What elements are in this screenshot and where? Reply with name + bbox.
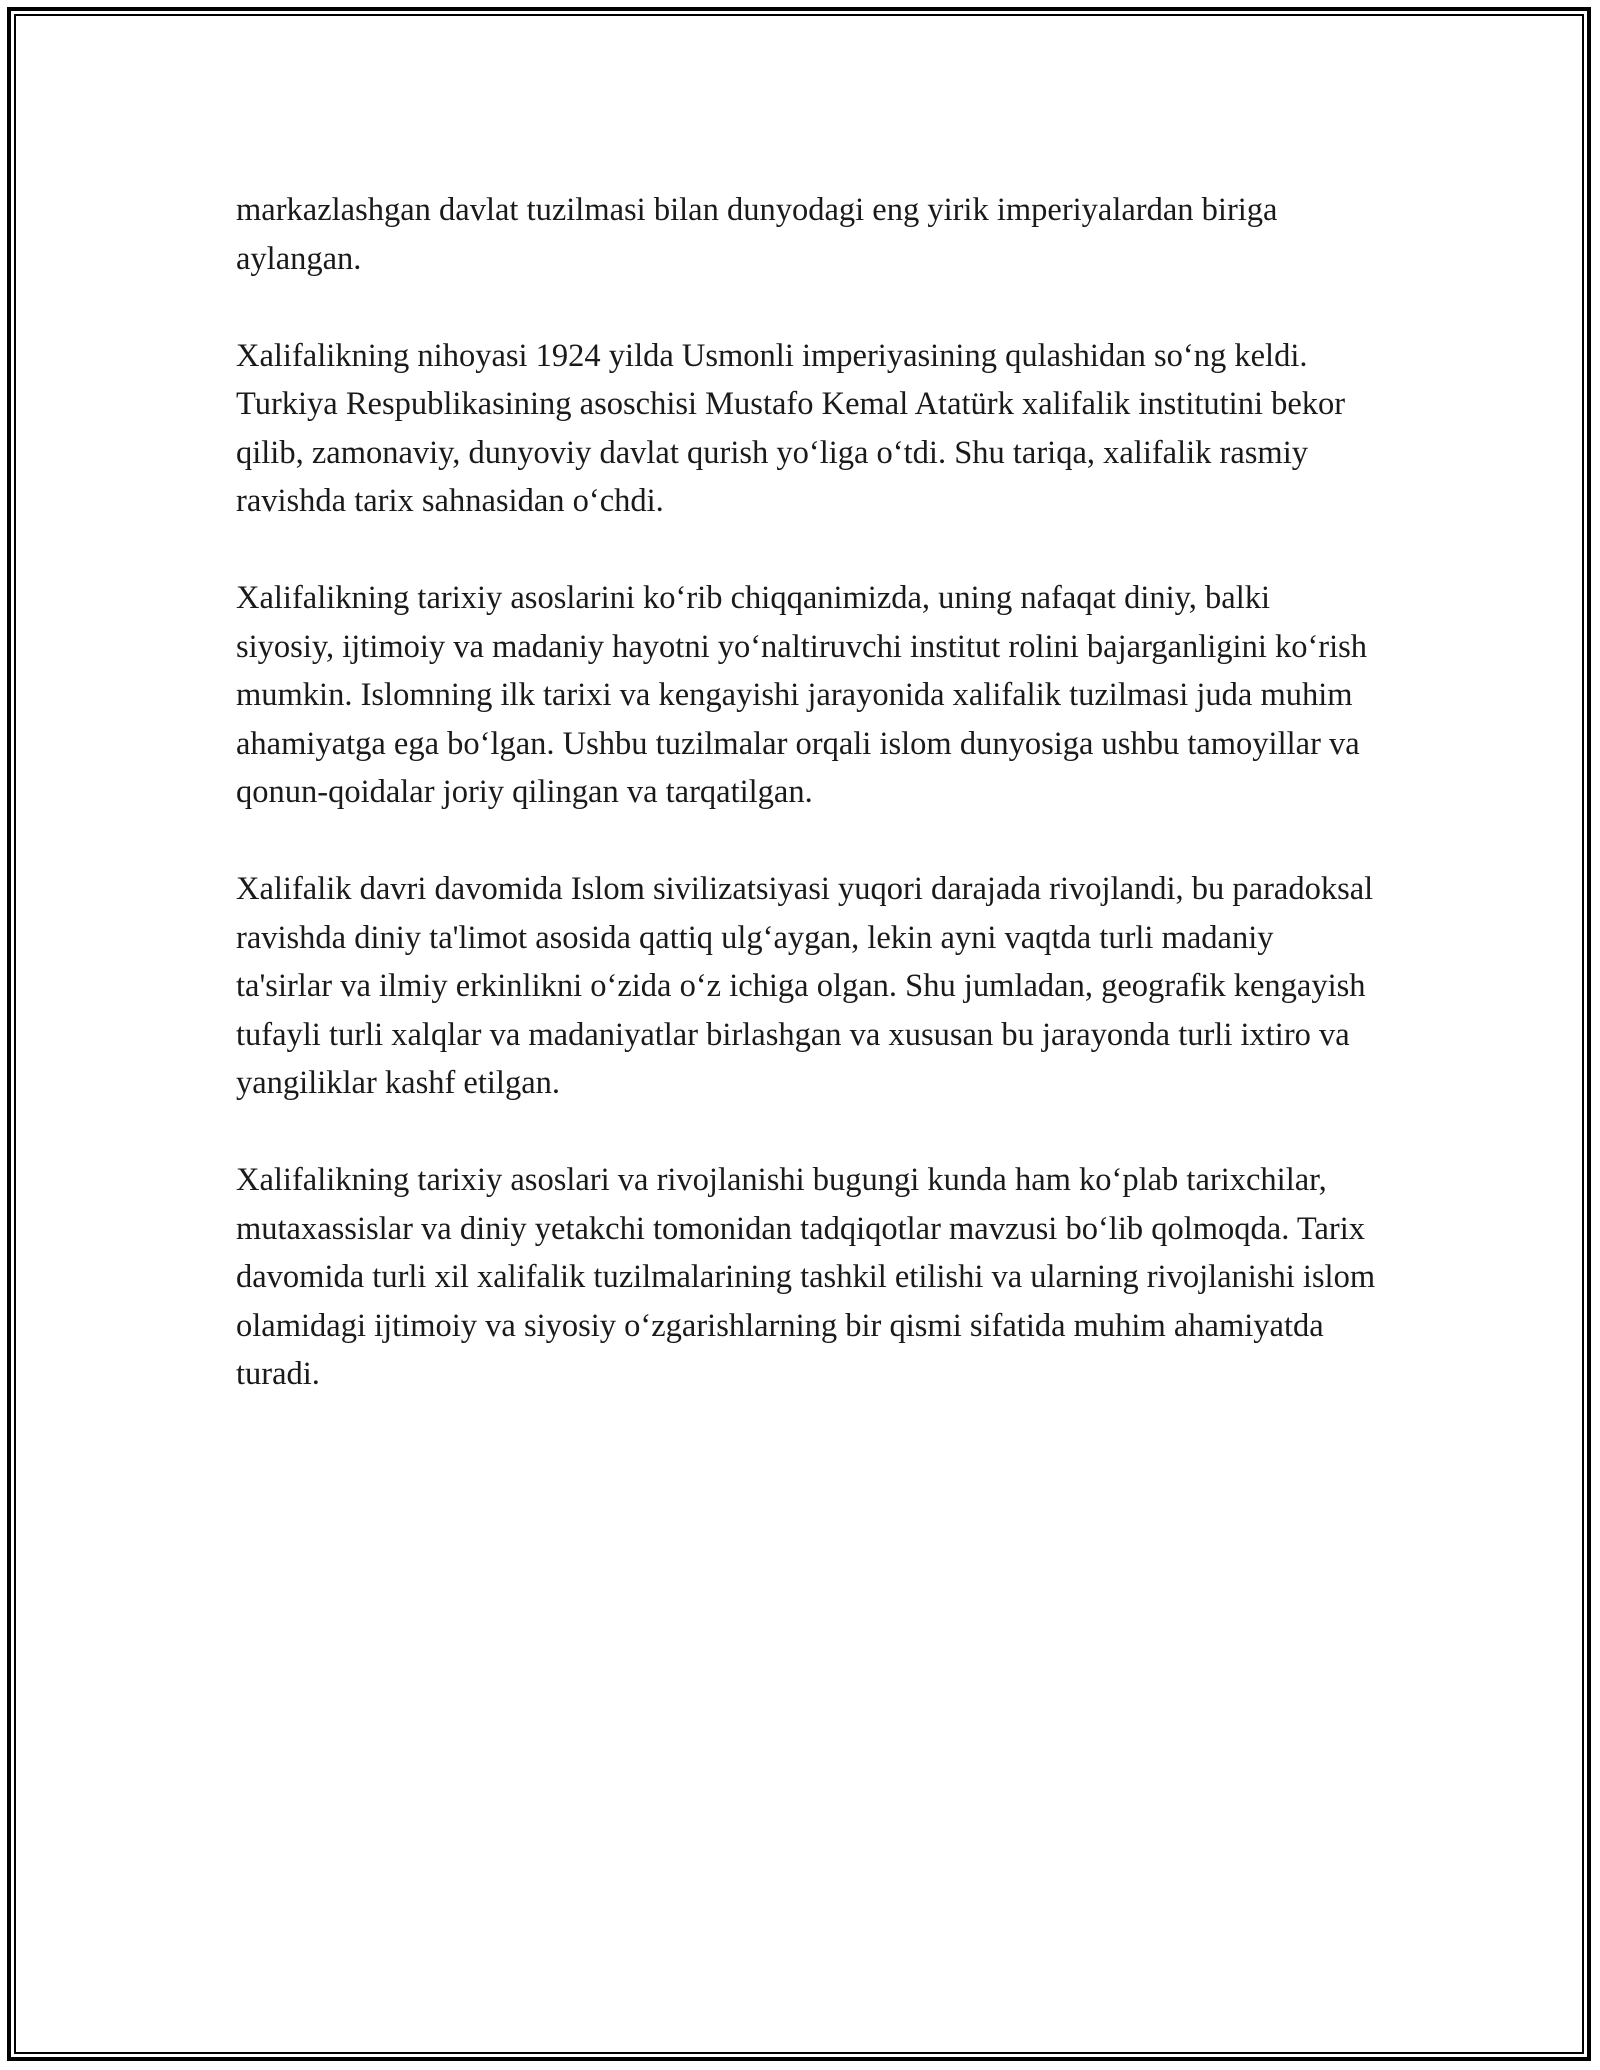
paragraph-4: Xalifalik davri davomida Islom sivilizatsiyasi yuqori darajada rivojlandi, bu paradoksal ravishda diniy ta'limot asosida qattiq ulg‘aygan, lekin ayni vaqtda turli madaniy ta'sirlar va ilmiy erkinlikni o‘zida o‘z ichiga olgan. Shu jumladan, geografik kengayish tufayli turli xalqlar va madaniyatlar birlashgan va xususan bu jarayonda turli ixtiro va yangiliklar kashf etilgan. <box>236 871 1374 1101</box>
paragraph-5: Xalifalikning tarixiy asoslari va rivojlanishi bugungi kunda ham ko‘plab tarixchilar, mutaxassislar va diniy yetakchi tomonidan tadqiqotlar mavzusi bo‘lib qolmoqda. Tarix davomida turli xil xalifalik tuzilmalarining tashkil etilishi va ularning rivojlanishi islom olamidagi ijtimoiy va siyosiy o‘zgarishlarning bir qismi sifatida muhim ahamiyatda turadi. <box>236 1162 1376 1392</box>
paragraph-3: Xalifalikning tarixiy asoslarini ko‘rib chiqqanimizda, uning nafaqat diniy, balki siyosiy, ijtimoiy va madaniy hayotni yo‘naltiruvchi institut rolini bajarganligini ko‘rish mumkin. Islomning ilk tarixi va kengayishi jarayonida xalifalik tuzilmasi juda muhim ahamiyatga ega bo‘lgan. Ushbu tuzilmalar orqali islom dunyosiga ushbu tamoyillar va qonun-qoidalar joriy qilingan va tarqatilgan. <box>236 580 1368 810</box>
paragraph-2: Xalifalikning nihoyasi 1924 yilda Usmonli imperiyasining qulashidan so‘ng keldi. Turkiya Respublikasining asoschisi Mustafo Kemal Atatürk xalifalik institutini bekor qilib, zamonaviy, dunyoviy davlat qurish yo‘liga o‘tdi. Shu tariqa, xalifalik rasmiy ravishda tarix sahnasidan o‘chdi. <box>236 337 1346 519</box>
paragraph-1: markazlashgan davlat tuzilmasi bilan dunyodagi eng yirik imperiyalardan biriga aylangan. <box>236 192 1278 277</box>
document-body <box>236 186 1376 1447</box>
